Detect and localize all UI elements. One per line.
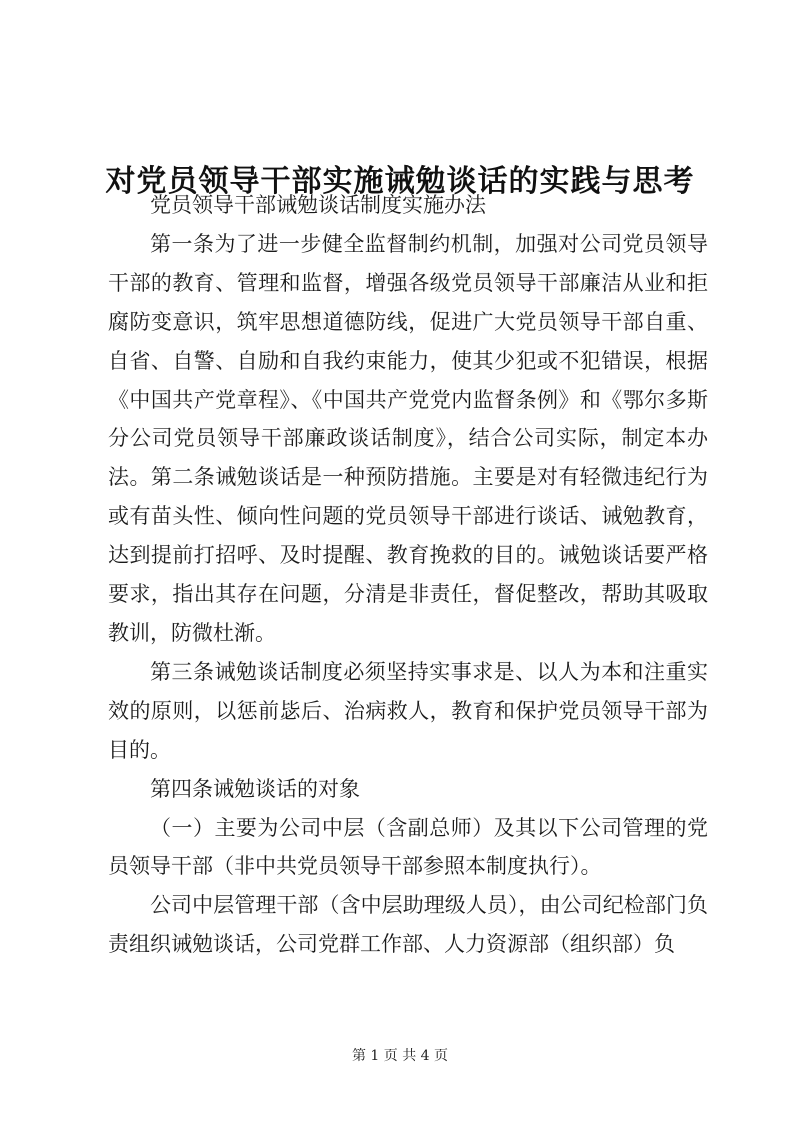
page-footer: 第 1 页 共 4 页 xyxy=(351,1048,449,1064)
paragraph-subtitle: 党员领导干部诫勉谈话制度实施办法 xyxy=(150,193,486,217)
paragraph-article-4-heading: 第四条诫勉谈话的对象 xyxy=(150,776,360,801)
paragraph-article-3: 第三条诫勉谈话制度必须坚持实事求是、以人为本和注重实效的原则，以惩前毖后、治病救人，教育和保护党员领导干部为目的。 xyxy=(108,659,708,762)
paragraph-item-1: （一）主要为公司中层（含副总师）及其以下公司管理的党员领导干部（非中共党员领导干部参照本制度执行）。 xyxy=(108,815,708,879)
document-body xyxy=(108,186,708,964)
paragraph-middle-managers: 公司中层管理干部（含中层助理级人员），由公司纪检部门负责组织诫勉谈话，公司党群工作部、人力资源部（组织部）负 xyxy=(108,893,708,957)
document-title: 对党员领导干部实施诫勉谈话的实践与思考 xyxy=(105,164,695,200)
paragraph-article-1-2: 第一条为了进一步健全监督制约机制，加强对公司党员领导干部的教育、管理和监督，增强各级党员领导干部廉洁从业和拒腐防变意识，筑牢思想道德防线，促进广大党员领导干部自重、自省、自警、自励和自我约束能力，使其少犯或不犯错误，根据《中国共产党章程》、《中国共产党党内监督条例》和《鄂尔多斯分公司党员领导干部廉政谈话制度》，结合公司实际，制定本办法。第二条诫勉谈话是一种预防措施。主要是对有轻微违纪行为或有苗头性、倾向性问题的党员领导干部进行谈话、诫勉教育，达到提前打招呼、及时提醒、教育挽救的目的。诫勉谈话要严格要求，指出其存在问题，分清是非责任，督促整改，帮助其吸取教训，防微杜渐。 xyxy=(108,231,708,645)
